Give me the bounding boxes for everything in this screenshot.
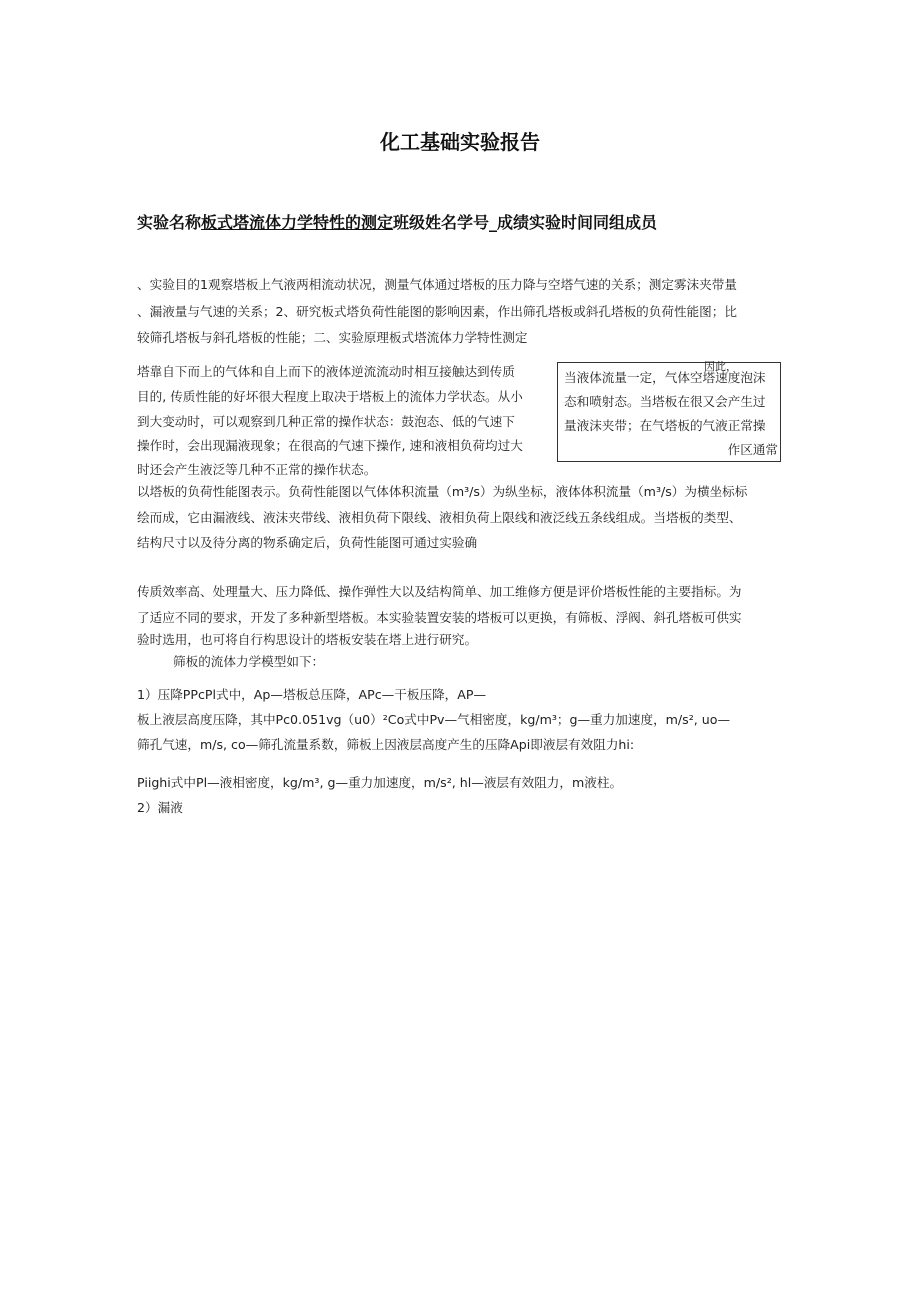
formula-line: Piighi式中Pl—液相密度，kg/m³, g—重力加速度，m/s², hl—液层有效阻力，m液柱。 bbox=[137, 775, 623, 790]
principle-line: 塔靠自下而上的气体和自上而下的液体逆流流动时相互接触达到传质 bbox=[137, 364, 515, 379]
load-line: 以塔板的负荷性能图表示。负荷性能图以气体体积流量（m³/s）为纵坐标，液体体积流量（m³/s）为横坐标标 bbox=[137, 484, 748, 499]
experiment-heading bbox=[137, 210, 657, 233]
heading-suffix: 班级姓名学号_成绩实验时间同组成员 bbox=[393, 213, 658, 232]
box-line: 量液沫夹带；在气塔板的气液正常操 bbox=[564, 418, 766, 433]
efficiency-line: 了适应不同的要求，开发了多种新型塔板。本实验装置安装的塔板可以更换，有筛板、浮阀、斜孔塔板可供实 bbox=[137, 610, 742, 625]
formula-line: 2）漏液 bbox=[137, 800, 183, 815]
text-box bbox=[557, 362, 781, 462]
principle-line: 时还会产生液泛等几种不正常的操作状态。 bbox=[137, 462, 377, 477]
model-intro: 筛板的流体力学模型如下： bbox=[173, 654, 325, 669]
box-line: 作区通常 bbox=[727, 442, 778, 457]
principle-line: 操作时，会出现漏液现象；在很高的气速下操作, 速和液相负荷均过大 bbox=[137, 438, 523, 453]
formula-line: 板上液层高度压降，其中Pc0.051vg（u0）²Co式中Pv—气相密度，kg/m³；g—重力加速度，m/s², uo— bbox=[137, 712, 731, 727]
principle-line: 目的, 传质性能的好坏很大程度上取决于塔板上的流体力学状态。从小 bbox=[137, 389, 523, 404]
report-title: 化工基础实验报告 bbox=[380, 130, 540, 154]
box-overlay-text: 因此， bbox=[704, 360, 737, 373]
formula-line: 1）压降PPcPl式中，Ap—塔板总压降，APc—干板压降，AP— bbox=[137, 687, 487, 702]
box-line: 当液体流量一定，气体空塔速度泡沫 bbox=[564, 370, 766, 385]
purpose-line: 、漏液量与气速的关系；2、研究板式塔负荷性能图的影响因素，作出筛孔塔板或斜孔塔板的负荷性能图；比 bbox=[137, 304, 737, 319]
purpose-line: 、实验目的1观察塔板上气液两相流动状况，测量气体通过塔板的压力降与空塔气速的关系；测定雾沫夹带量 bbox=[137, 277, 737, 292]
box-line: 态和喷射态。当塔板在很又会产生过 bbox=[564, 394, 766, 409]
efficiency-line: 验时选用，也可将自行构思设计的塔板安装在塔上进行研究。 bbox=[137, 632, 478, 647]
formula-line: 筛孔气速，m/s, co—筛孔流量系数，筛板上因液层高度产生的压降Api即液层有效阻力hi: bbox=[137, 737, 635, 752]
load-line: 绘而成，它由漏液线、液沫夹带线、液相负荷下限线、液相负荷上限线和液泛线五条线组成。当塔板的类型、 bbox=[137, 510, 742, 525]
experiment-name: 板式塔流体力学特性的测定 bbox=[201, 213, 394, 232]
efficiency-line: 传质效率高、处理量大、压力降低、操作弹性大以及结构简单、加工维修方便是评价塔板性能的主要指标。为 bbox=[137, 584, 742, 599]
heading-prefix: 实验名称 bbox=[137, 213, 202, 232]
principle-line: 到大变动时，可以观察到几种正常的操作状态：鼓泡态、低的气速下 bbox=[137, 414, 515, 429]
load-line: 结构尺寸以及待分离的物系确定后，负荷性能图可通过实验确 bbox=[137, 535, 478, 550]
purpose-line: 较筛孔塔板与斜孔塔板的性能；二、实验原理板式塔流体力学特性测定 bbox=[137, 330, 528, 345]
